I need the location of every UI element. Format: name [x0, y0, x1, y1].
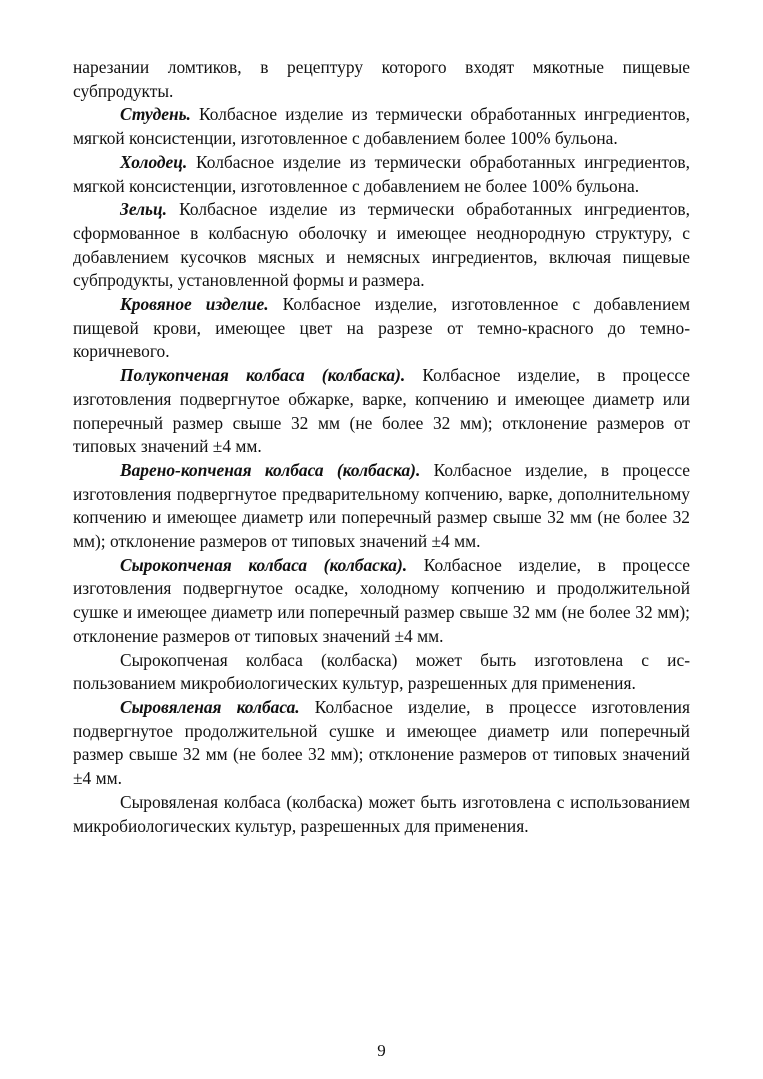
definition-holodec — [73, 151, 690, 198]
paragraph-continuation — [73, 56, 690, 103]
definition-vareno-kopchenaya — [73, 459, 690, 554]
paragraph-text: нарезании ломтиков, в рецептуру которого входят мякотные пищевые субпродукты. — [73, 57, 690, 101]
definition-syrokopchenaya — [73, 554, 690, 649]
term-krovyanoe: Кровяное изделие. — [120, 294, 269, 315]
definition-studen — [73, 103, 690, 150]
definition-text: Колбасное изделие, в процессе изготовления подвергнутое обжарке, варке, копчению и имеющее диаметр или поперечный размер свыше 32 мм (не более 32 мм); отклонение размеров от типовых значений ±4 мм. — [73, 365, 690, 457]
definition-polukopchenaya — [73, 364, 690, 459]
term-polukopchenaya: Полукопченая колбаса (колбаска). — [120, 365, 406, 386]
term-vareno-kopchenaya: Варено-копченая колбаса (колбаска). — [120, 459, 421, 480]
definition-text: Колбасное изделие из термически обработанных ингредиентов, сформованное в колбасную оболочку и имеющее неоднородную структуру, с добавлением кусочков мясных и немясных ингредиентов, включая пищевые субпродукты, установленной формы и размера. — [73, 199, 690, 291]
definition-text: Колбасное изделие из термически обработанных ингредиентов, мягкой консистенции, изготовленное с добавлением не более 100% бульона. — [73, 151, 690, 196]
definition-krovyanoe — [73, 293, 690, 364]
definition-text: Колбасное изделие, в процессе изготовления подвергнутое продолжительной сушке и имеющее диаметр или поперечный размер свыше 32 мм (не более 32 мм); отклонение размеров от типовых значений ±4 мм. — [73, 696, 690, 789]
paragraph-text: Сыровяленая колбаса (колбаска) может быть изготовлена с использованием микробиологических культур, разрешенных для применения. — [73, 791, 690, 836]
term-syrovyalenaya: Сыровяленая колбаса. — [120, 696, 300, 717]
definition-text: Колбасное изделие, изготовленное с добавлением пищевой крови, имеющее цвет на разрезе от темно-красного до темно-коричневого. — [73, 294, 690, 362]
term-syrokopchenaya: Сырокопченая колбаса (колбаска). — [120, 554, 408, 575]
page-number: 9 — [377, 1041, 386, 1060]
definition-zelc — [73, 198, 690, 293]
definition-text: Колбасное изделие из термически обработанных ингредиентов, мягкой консистенции, изготовленное с добавлением более 100% бульона. — [73, 104, 690, 149]
page-body — [73, 56, 690, 838]
term-zelc: Зельц. — [120, 199, 168, 220]
definition-text: Колбасное изделие, в процессе изготовления подвергнутое осадке, холодному копчению и продолжительной сушке и имеющее диаметр или поперечный размер свыше 32 мм (не более 32 мм); отклонение размеров от типовых значений ±4 мм. — [73, 554, 690, 646]
paragraph-text: Сырокопченая колбаса (колбаска) может быть изготовлена с использованием микробиологических культур, разрешенных для применения. — [73, 649, 690, 694]
note-syrovyalenaya — [73, 791, 690, 838]
term-holodec: Холодец. — [120, 151, 188, 172]
definition-syrovyalenaya — [73, 696, 690, 791]
definition-text: Колбасное изделие, в процессе изготовления подвергнутое предварительному копчению, варке, дополнительному копчению и имеющее диаметр или поперечный размер свыше 32 мм (не более 32 мм); отклонение размеров от типовых значений ±4 мм. — [73, 459, 690, 552]
term-studen: Студень. — [120, 104, 191, 125]
note-syrokopchenaya — [73, 649, 690, 696]
